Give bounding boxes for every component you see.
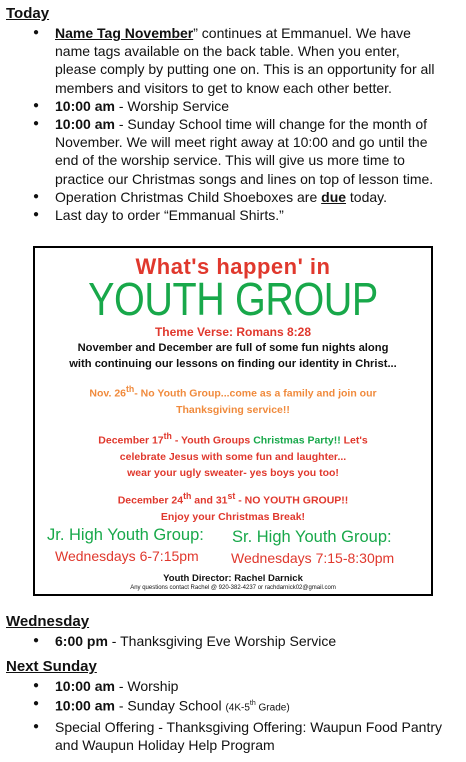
list-item: ● Name Tag November” continues at Emmanuel. We have name tags available on the back table. When you enter, please comply by putting one on. This is an opportunity for all members and visitors to get to know each other better. xyxy=(30,24,440,97)
list-item: ● Operation Christmas Child Shoeboxes are due today. xyxy=(30,188,440,206)
list-item: ● Last day to order “Emmanual Shirts.” xyxy=(30,206,440,224)
next-sunday-heading: Next Sunday xyxy=(6,658,97,675)
list-item: ● 6:00 pm - Thanksgiving Eve Worship Service xyxy=(30,632,450,650)
dec-24-31-notice: December 24th and 31st - NO YOUTH GROUP!! Enjoy your Christmas Break! xyxy=(117,491,349,523)
wednesday-heading: Wednesday xyxy=(6,613,90,630)
list-item: ● 10:00 am - Worship Service xyxy=(30,97,440,115)
flyer-heading: What's happen' in xyxy=(135,254,331,279)
today-list xyxy=(30,24,440,224)
youth-director: Youth Director: Rachel Darnick xyxy=(163,573,303,584)
youth-group-flyer xyxy=(33,246,433,596)
jr-high-label: Jr. High Youth Group: xyxy=(47,526,204,544)
next-sunday-list xyxy=(30,677,450,754)
sr-high-label: Sr. High Youth Group: xyxy=(232,528,392,546)
list-item: ● 10:00 am - Sunday School (4K-5th Grade) xyxy=(30,695,450,718)
wednesday-list xyxy=(30,632,450,650)
dec-17-notice: December 17th - Youth Groups Christmas Party!! Let's celebrate Jesus with some fun and laughter... wear your ugly sweater- yes boys you too! xyxy=(98,431,368,479)
list-item: ● Special Offering - Thanksgiving Offering: Waupun Food Pantry and Waupun Holiday Help Program xyxy=(30,718,450,754)
jr-high-time: Wednesdays 6-7:15pm xyxy=(55,548,199,564)
list-item: ● 10:00 am - Sunday School time will change for the month of November. We will meet right away at 10:00 and go until the end of the worship service. This will give us more time to practice our Christmas songs and lines on top of lesson time. xyxy=(30,115,440,188)
theme-verse: Theme Verse: Romans 8:28 xyxy=(154,325,312,339)
flyer-title: YOUTH GROUP xyxy=(88,273,378,325)
today-heading: Today xyxy=(6,5,50,22)
sr-high-time: Wednesdays 7:15-8:30pm xyxy=(231,550,395,566)
nov-26-notice: Nov. 26th- No Youth Group...come as a family and join our Thanksgiving service!! xyxy=(89,384,377,416)
flyer-intro: November and December are full of some fun nights along with continuing our lessons on finding our identity in Christ... xyxy=(69,342,397,370)
contact-info: Any questions contact Rachel @ 920-382-4237 or rachdarnick02@gmail.com xyxy=(130,585,336,591)
list-item: ● 10:00 am - Worship xyxy=(30,677,450,695)
